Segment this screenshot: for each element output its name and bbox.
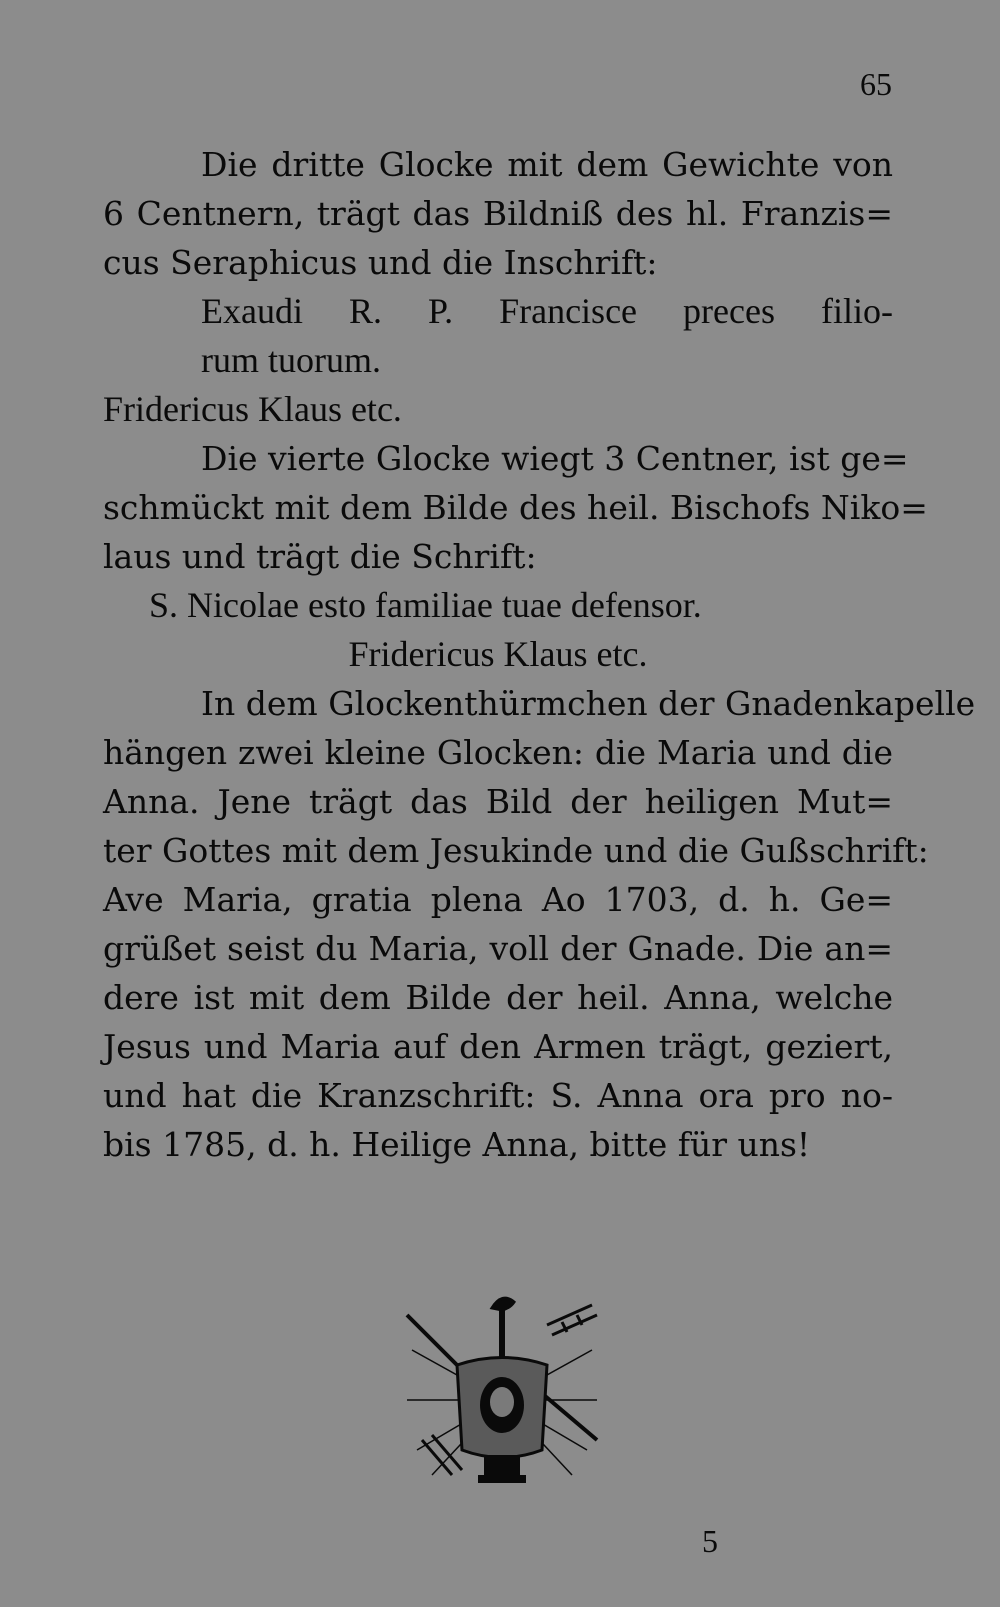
text-line: Jesus und Maria auf den Armen trägt, geziert, — [103, 1027, 893, 1066]
text-line: Die dritte Glocke mit dem Gewichte von — [201, 145, 893, 184]
text-line: Ave Maria, gratia plena Ao 1703, d. h. Ge= — [103, 880, 893, 919]
text-line: cus Seraphicus und die Inschrift: — [103, 243, 658, 282]
page-number: 65 — [860, 66, 892, 102]
text-line: Die vierte Glocke wiegt 3 Centner, ist ge= — [201, 439, 909, 478]
inscription-line: Exaudi R. P. Francisce preces filio- — [201, 291, 893, 331]
text-line: hängen zwei kleine Glocken: die Maria und die — [103, 733, 893, 772]
inscription-line: Fridericus Klaus etc. — [348, 634, 648, 674]
signature-mark: 5 — [702, 1523, 718, 1559]
text-line: dere ist mit dem Bilde der heil. Anna, welche — [103, 978, 893, 1017]
text-line: bis 1785, d. h. Heilige Anna, bitte für uns! — [103, 1125, 811, 1164]
text-line: grüßet seist du Maria, voll der Gnade. Die an= — [103, 929, 893, 968]
body-text — [103, 140, 976, 1169]
text-line: Anna. Jene trägt das Bild der heiligen Mut= — [103, 782, 893, 821]
text-line: In dem Glockenthürmchen der Gnadenkapelle — [201, 684, 976, 723]
heraldic-emblem-icon — [392, 1290, 612, 1500]
text-line: laus und trägt die Schrift: — [103, 537, 537, 576]
text-line: ter Gottes mit dem Jesukinde und die Gußschrift: — [103, 831, 929, 870]
text-line: und hat die Kranzschrift: S. Anna ora pro no- — [103, 1076, 893, 1115]
text-line: schmückt mit dem Bilde des heil. Bischofs Niko= — [103, 488, 928, 527]
inscription-line: rum tuorum. — [201, 340, 381, 380]
inscription-line: Fridericus Klaus etc. — [103, 389, 402, 429]
inscription-line: S. Nicolae esto familiae tuae defensor. — [149, 585, 702, 625]
text-line: 6 Centnern, trägt das Bildniß des hl. Franzis= — [103, 194, 893, 233]
